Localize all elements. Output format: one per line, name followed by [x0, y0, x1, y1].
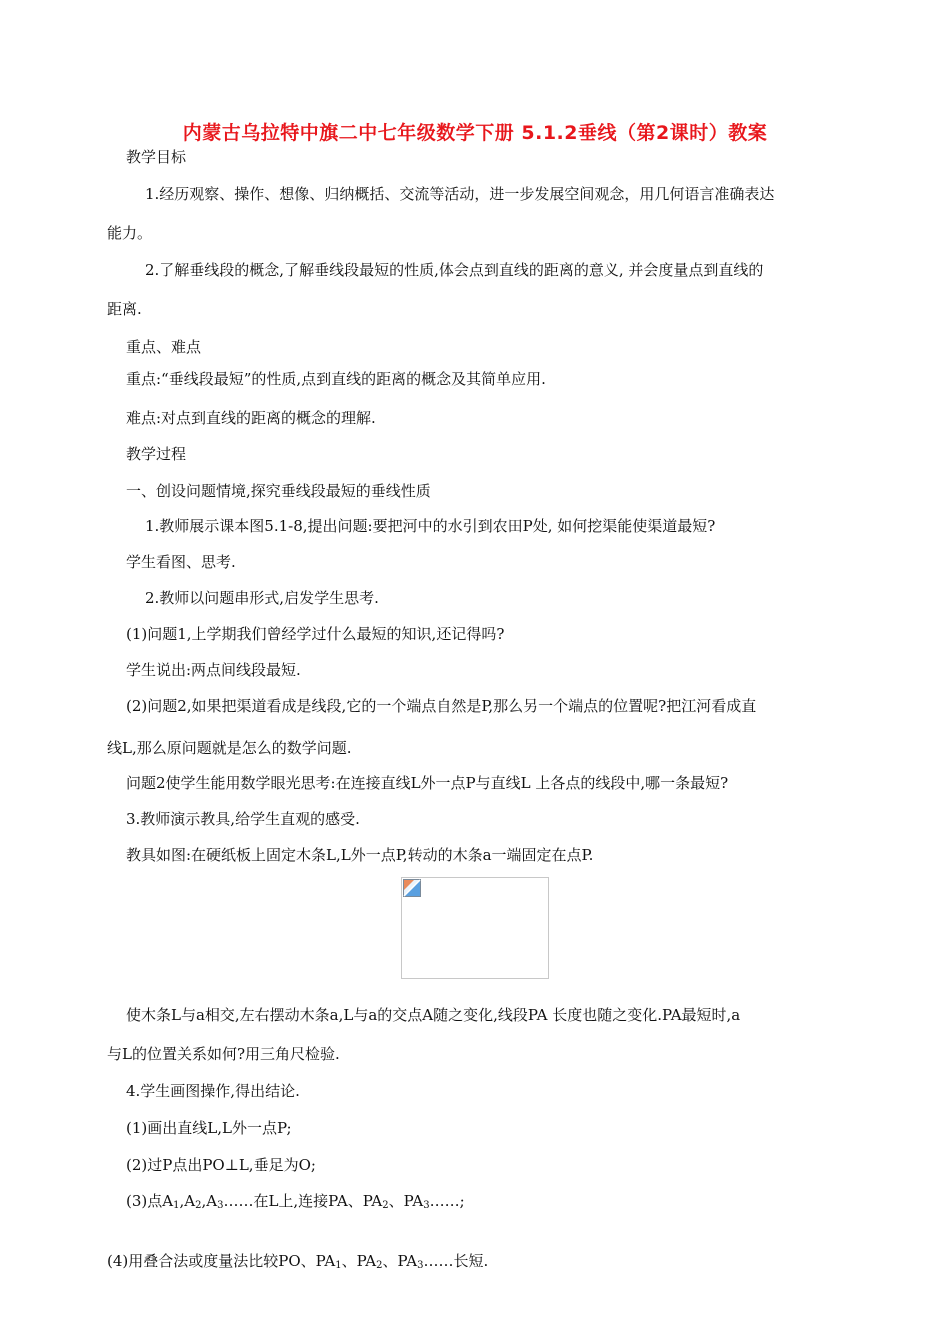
- paragraph-line: 2.教师以问题串形式,启发学生思考.: [145, 589, 379, 607]
- subscript: 3: [417, 1260, 424, 1271]
- text-run: (3)点A: [126, 1192, 174, 1210]
- paragraph-line-with-subscripts: [107, 1250, 488, 1271]
- paragraph-line: 难点:对点到直线的距离的概念的理解.: [126, 409, 376, 427]
- paragraph-line: 3.教师演示教具,给学生直观的感受.: [126, 810, 360, 828]
- document-title: 内蒙古乌拉特中旗二中七年级数学下册 5.1.2垂线（第2课时）教案: [182, 122, 768, 144]
- paragraph-line: 距离.: [107, 300, 142, 318]
- section-heading-objectives: 教学目标: [126, 148, 187, 166]
- subscript: 2: [382, 1200, 389, 1211]
- paragraph-line: 问题2使学生能用数学眼光思考:在连接直线L外一点P与直线L 上各点的线段中,哪一条最短?: [126, 774, 729, 792]
- text-run: ……在L上,连接PA、PA: [223, 1192, 383, 1210]
- text-run: 、PA: [382, 1252, 418, 1270]
- paragraph-line: (1)问题1,上学期我们曾经学过什么最短的知识,还记得吗?: [126, 625, 505, 643]
- subscript: 2: [376, 1260, 383, 1271]
- paragraph-line: 学生说出:两点间线段最短.: [126, 661, 301, 679]
- paragraph-line: (2)问题2,如果把渠道看成是线段,它的一个端点自然是P,那么另一个端点的位置呢?把江河看成直: [126, 697, 757, 715]
- paragraph-line: 能力。: [107, 224, 153, 242]
- paragraph-line: 重点:“垂线段最短”的性质,点到直线的距离的概念及其简单应用.: [126, 370, 546, 388]
- text-run: ,A: [179, 1192, 196, 1210]
- paragraph-line: 1.教师展示课本图5.1-8,提出问题:要把河中的水引到农田P处, 如何挖渠能使渠道最短?: [145, 517, 716, 535]
- paragraph-line: 线L,那么原问题就是怎么的数学问题.: [107, 739, 352, 757]
- paragraph-line-with-subscripts: [126, 1190, 465, 1211]
- paragraph-line: 2.了解垂线段的概念,了解垂线段最短的性质,体会点到直线的距离的意义, 并会度量点到直线的: [145, 261, 764, 279]
- figure-placeholder: [401, 877, 549, 979]
- text-run: (4)用叠合法或度量法比较PO、PA: [107, 1252, 336, 1270]
- paragraph-line: 学生看图、思考.: [126, 553, 236, 571]
- subscript: 3: [423, 1200, 430, 1211]
- text-run: 、PA: [341, 1252, 377, 1270]
- section-heading-keypoints: 重点、难点: [126, 338, 202, 356]
- paragraph-line: 教具如图:在硬纸板上固定木条L,L外一点P,转动的木条a一端固定在点P.: [126, 846, 594, 864]
- broken-image-icon: [402, 878, 422, 898]
- subscript: 1: [335, 1260, 342, 1271]
- section-heading-process: 教学过程: [126, 445, 187, 463]
- paragraph-line: 1.经历观察、操作、想像、归纳概括、交流等活动，进一步发展空间观念，用几何语言准确表达: [145, 185, 775, 203]
- text-run: ,A: [201, 1192, 218, 1210]
- subscript: 3: [217, 1200, 224, 1211]
- text-run: ……;: [429, 1192, 465, 1210]
- subsection-heading: 一、创设问题情境,探究垂线段最短的垂线性质: [126, 482, 431, 500]
- paragraph-line: (2)过P点出PO⊥L,垂足为O;: [126, 1156, 316, 1174]
- text-run: ……长短.: [423, 1252, 489, 1270]
- text-run: 、PA: [388, 1192, 424, 1210]
- subscript: 1: [173, 1200, 180, 1211]
- paragraph-line: (1)画出直线L,L外一点P;: [126, 1119, 292, 1137]
- paragraph-line: 使木条L与a相交,左右摆动木条a,L与a的交点A随之变化,线段PA 长度也随之变化.PA最短时,a: [126, 1006, 741, 1024]
- paragraph-line: 4.学生画图操作,得出结论.: [126, 1082, 300, 1100]
- paragraph-line: 与L的位置关系如何?用三角尺检验.: [107, 1045, 340, 1063]
- subscript: 2: [195, 1200, 202, 1211]
